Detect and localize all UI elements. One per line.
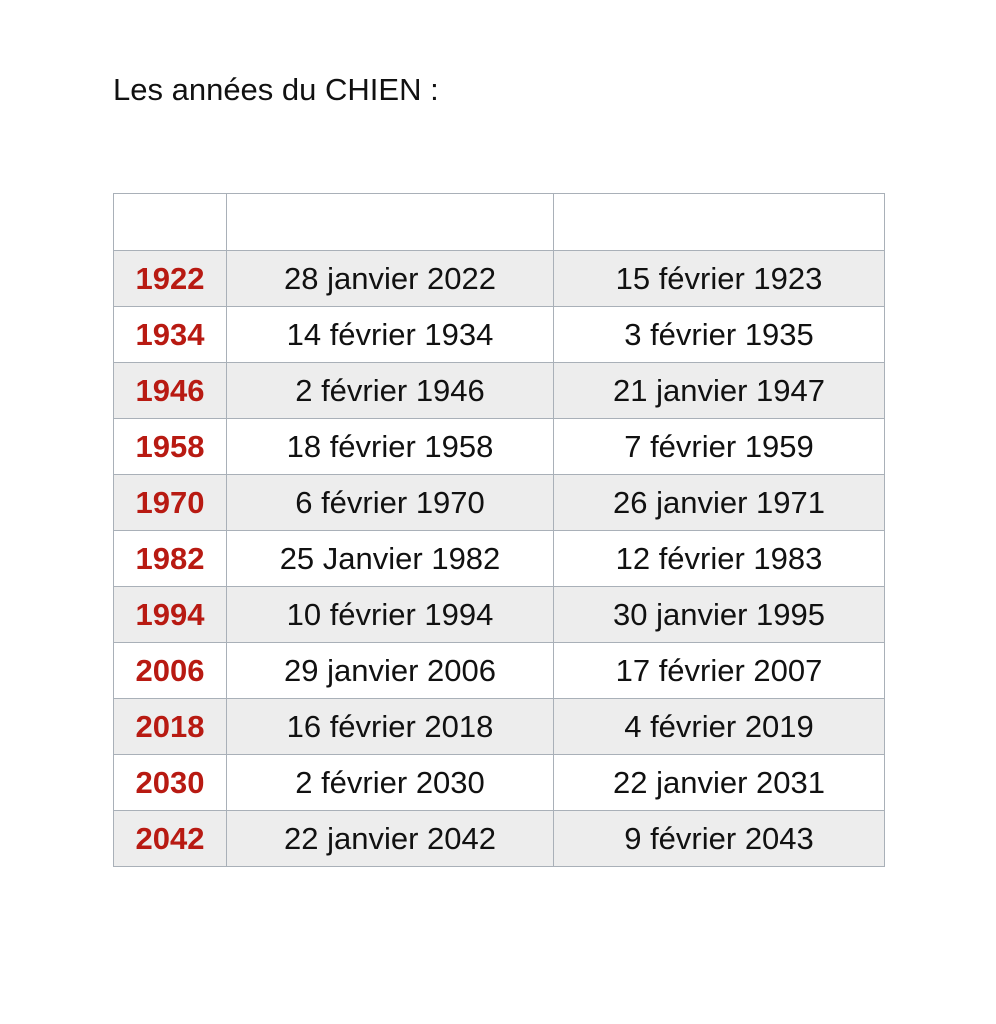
end-date-cell: 7 février 1959	[554, 419, 885, 475]
table-row	[114, 699, 885, 755]
end-date-cell: 30 janvier 1995	[554, 587, 885, 643]
year-cell: 2030	[114, 755, 227, 811]
header-cell-start	[227, 194, 554, 251]
start-date-cell: 29 janvier 2006	[227, 643, 554, 699]
start-date-cell: 6 février 1970	[227, 475, 554, 531]
end-date-cell: 3 février 1935	[554, 307, 885, 363]
table-row	[114, 587, 885, 643]
start-date-cell: 25 Janvier 1982	[227, 531, 554, 587]
end-date-cell: 26 janvier 1971	[554, 475, 885, 531]
table-row	[114, 251, 885, 307]
end-date-cell: 21 janvier 1947	[554, 363, 885, 419]
start-date-cell: 28 janvier 2022	[227, 251, 554, 307]
table-row	[114, 419, 885, 475]
year-cell: 2018	[114, 699, 227, 755]
start-date-cell: 16 février 2018	[227, 699, 554, 755]
table-body	[114, 194, 885, 867]
start-date-cell: 2 février 1946	[227, 363, 554, 419]
start-date-cell: 18 février 1958	[227, 419, 554, 475]
table-row	[114, 643, 885, 699]
year-cell: 2042	[114, 811, 227, 867]
year-cell: 1946	[114, 363, 227, 419]
year-cell: 1958	[114, 419, 227, 475]
year-cell: 1994	[114, 587, 227, 643]
end-date-cell: 12 février 1983	[554, 531, 885, 587]
end-date-cell: 17 février 2007	[554, 643, 885, 699]
table-header-row	[114, 194, 885, 251]
start-date-cell: 14 février 1934	[227, 307, 554, 363]
end-date-cell: 15 février 1923	[554, 251, 885, 307]
page-title: Les années du CHIEN :	[113, 72, 439, 107]
dog-years-table	[113, 193, 885, 867]
start-date-cell: 10 février 1994	[227, 587, 554, 643]
table-row	[114, 811, 885, 867]
end-date-cell: 9 février 2043	[554, 811, 885, 867]
end-date-cell: 4 février 2019	[554, 699, 885, 755]
header-cell-year	[114, 194, 227, 251]
header-cell-end	[554, 194, 885, 251]
year-cell: 1970	[114, 475, 227, 531]
table-row	[114, 307, 885, 363]
start-date-cell: 22 janvier 2042	[227, 811, 554, 867]
year-cell: 2006	[114, 643, 227, 699]
end-date-cell: 22 janvier 2031	[554, 755, 885, 811]
table-row	[114, 531, 885, 587]
table-row	[114, 755, 885, 811]
table-row	[114, 363, 885, 419]
table-row	[114, 475, 885, 531]
year-cell: 1922	[114, 251, 227, 307]
start-date-cell: 2 février 2030	[227, 755, 554, 811]
year-cell: 1982	[114, 531, 227, 587]
year-cell: 1934	[114, 307, 227, 363]
